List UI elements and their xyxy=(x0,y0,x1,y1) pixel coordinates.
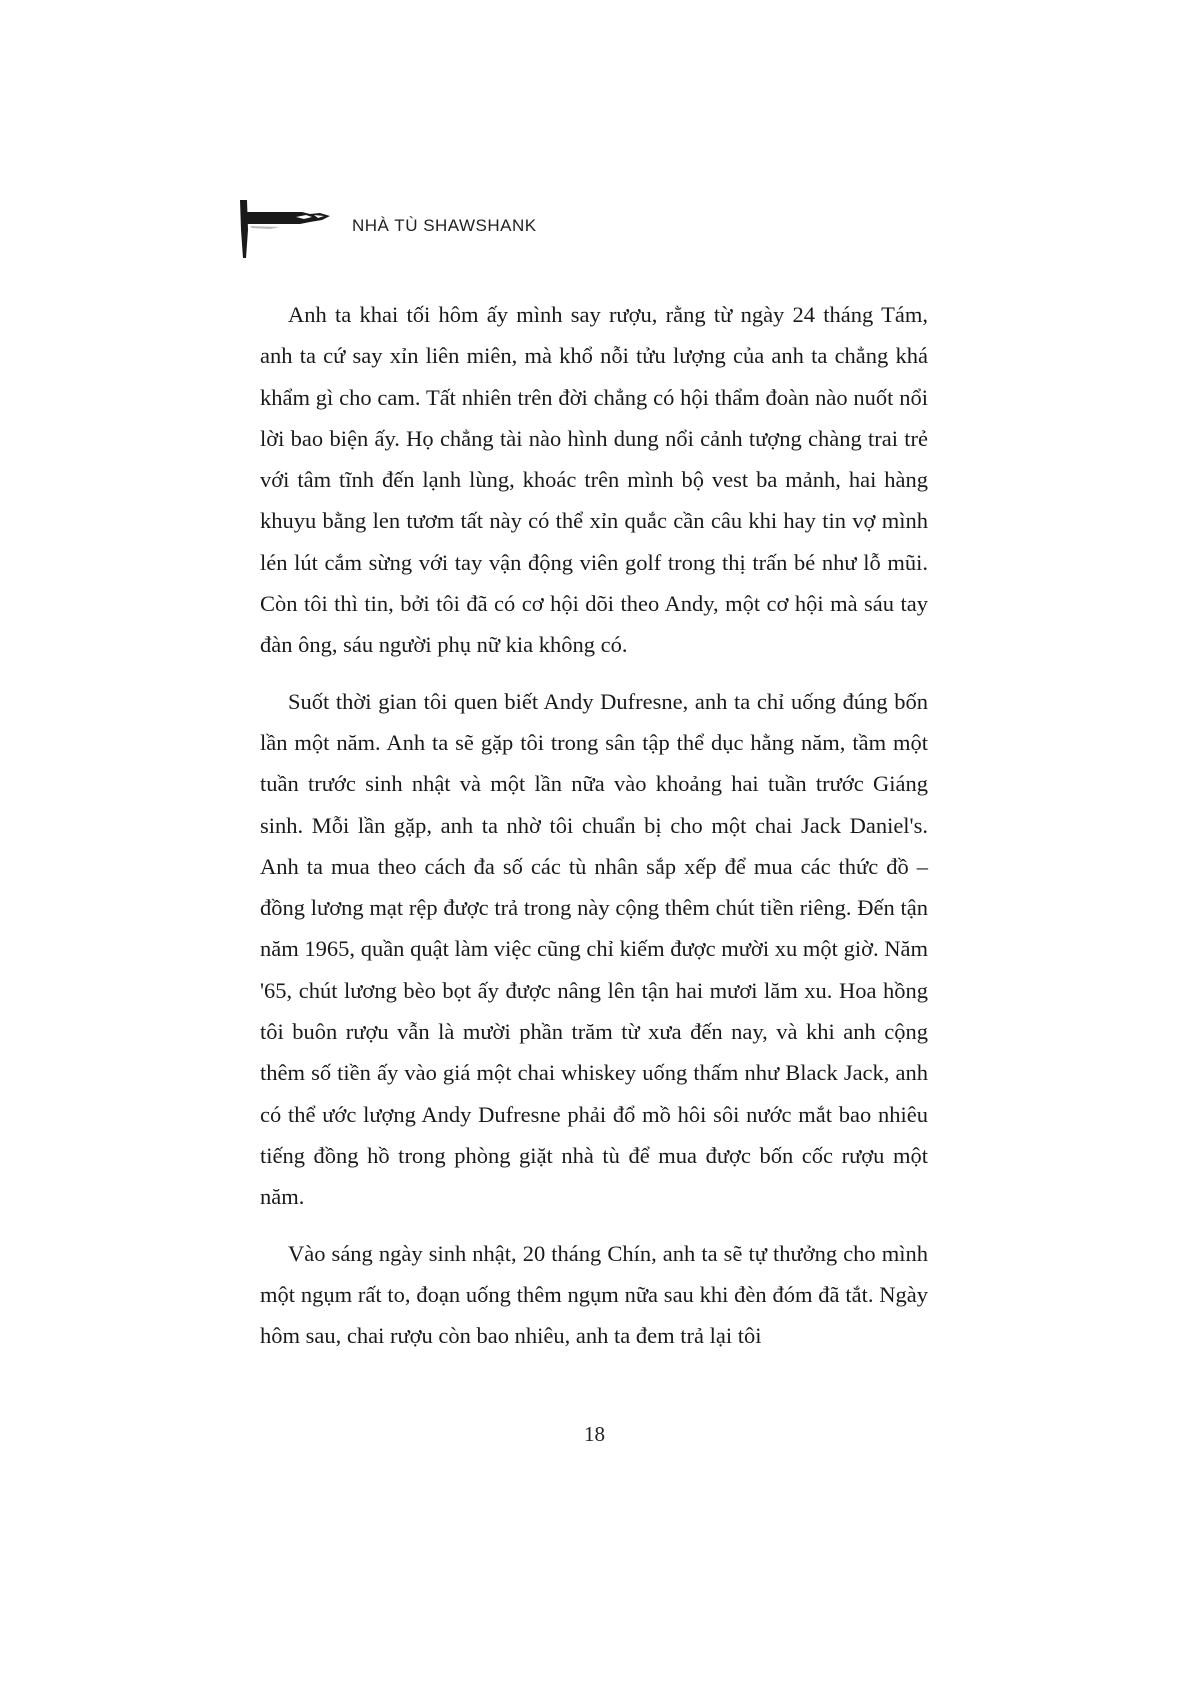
paragraph: Vào sáng ngày sinh nhật, 20 tháng Chín, anh ta sẽ tự thưởng cho mình một ngụm rất to, đoạn uống thêm ngụm nữa sau khi đèn đóm đã tắt. Ngày hôm sau, chai rượu còn bao nhiêu, anh ta đem trả lại tôi xyxy=(260,1240,928,1349)
running-header xyxy=(240,200,940,280)
running-title: NHÀ TÙ SHAWSHANK xyxy=(352,216,537,235)
paragraph: Anh ta khai tối hôm ấy mình say rượu, rằng từ ngày 24 tháng Tám, anh ta cứ say xỉn liên miên, mà khổ nỗi tửu lượng của anh ta chẳng khá khẩm gì cho cam. Tất nhiên trên đời chẳng có hội thẩm đoàn nào nuốt nổi lời bao biện ấy. Họ chẳng tài nào hình dung nổi cảnh tượng chàng trai trẻ với tâm tĩnh đến lạnh lùng, khoác trên mình bộ vest ba mảnh, hai hàng khuyu bằng len tươm tất này có thể xỉn quắc cần câu khi hay tin vợ mình lén lút cắm sừng với tay vận động viên golf trong thị trấn bé như lỗ mũi. Còn tôi thì tin, bởi tôi đã có cơ hội dõi theo Andy, một cơ hội mà sáu tay đàn ông, sáu người phụ nữ kia không có. xyxy=(260,302,928,658)
rock-hammer-icon xyxy=(240,200,350,280)
body-text xyxy=(260,294,928,1356)
page-number: 18 xyxy=(584,1422,605,1446)
paragraph: Suốt thời gian tôi quen biết Andy Dufresne, anh ta chỉ uống đúng bốn lần một năm. Anh ta sẽ gặp tôi trong sân tập thể dục hằng năm, tầm một tuần trước sinh nhật và một lần nữa vào khoảng hai tuần trước Giáng sinh. Mỗi lần gặp, anh ta nhờ tôi chuẩn bị cho một chai Jack Daniel's. Anh ta mua theo cách đa số các tù nhân sắp xếp để mua các thức đồ – đồng lương mạt rệp được trả trong này cộng thêm chút tiền riêng. Đến tận năm 1965, quần quật làm việc cũng chỉ kiếm được mười xu một giờ. Năm '65, chút lương bèo bọt ấy được nâng lên tận hai mươi lăm xu. Hoa hồng tôi buôn rượu vẫn là mười phần trăm từ xưa đến nay, và khi anh cộng thêm số tiền ấy vào giá một chai whiskey uống thấm như Black Jack, anh có thể ước lượng Andy Dufresne phải đổ mồ hôi sôi nước mắt bao nhiêu tiếng đồng hồ trong phòng giặt nhà tù để mua được bốn cốc rượu một năm. xyxy=(260,688,928,1210)
